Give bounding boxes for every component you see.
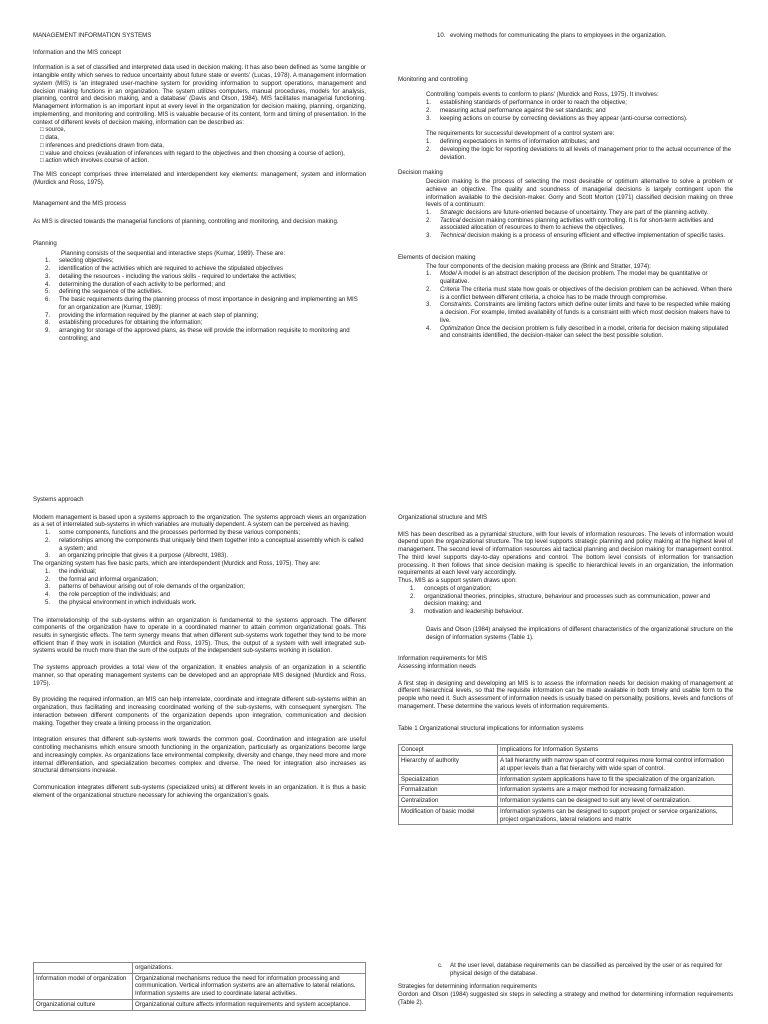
list-item: 3. motivation and leadership behaviour. <box>410 608 524 616</box>
control-list <box>398 99 733 122</box>
list-item: 5. the physical environment in which individuals work. <box>45 598 197 606</box>
list-item: 7. providing the information required by the planner at each step of planning; <box>45 311 259 319</box>
paragraph: Controlling 'compels events to conform to plans' (Murdick and Ross, 1975). It involves: <box>426 91 659 99</box>
list-item: 1. concepts of organization; <box>410 584 492 592</box>
information-levels-list <box>33 126 366 165</box>
list-item: □ value and choices (evaluation of inferences with regard to the objectives and then choosing a course of action), <box>40 149 345 157</box>
list-item: c. At the user level, database requirements can be classified as perceived by the user or as required for physical design of the database. <box>438 962 723 977</box>
table-row: Modification of basic model Information systems can be designed to support project or service organizations, project organizations, lateral relations and matrix <box>399 806 733 824</box>
paragraph: As MIS is directed towards the managerial functions of planning, controlling and monitoring, and decision making. <box>33 218 339 226</box>
list-item: 2. organizational theories, principles, structure, behaviour and processes such as communication, power and decision making; and <box>410 592 711 608</box>
paragraph: The requirements for successful development of a control system are: <box>426 130 615 138</box>
heading-monitoring: Monitoring and controlling <box>398 75 468 83</box>
planning-steps-continued <box>398 32 733 40</box>
paragraph: Gordon and Olson (1984) suggested six steps in selecting a strategy and method for determining information requirements (Table 2). <box>398 991 733 1006</box>
table-row: Information model of organization Organizational mechanisms reduce the need for information processing and communication. Vertical information systems are an alternative to lateral relations. Information systems are used to coordinate lateral activities. <box>34 973 366 999</box>
page1-left-column <box>33 32 366 348</box>
list-item: 2. developing the logic for reporting deviations to all levels of management prior to the actual occurrence of the deviation. <box>426 145 731 161</box>
bullet-icon: □ <box>40 126 46 134</box>
table-row: Centralization Information systems can be designed to suit any level of centralization. <box>399 796 733 807</box>
list-item: 3. detailing the resources - including the various skills - required to undertake the activities; <box>45 272 297 280</box>
list-item: □ action which involves course of action. <box>40 157 150 165</box>
system-components-list <box>33 529 366 560</box>
heading-planning: Planning <box>33 239 57 247</box>
paragraph: The interrelationship of the sub-systems within an organization is fundamental to the systems approach. The different components of the organization have to operate in a coordinated manner to attain common organizational goals. This results in synergistic effects. The term synergy means that when different sub-systems work together they tend to be more efficient than if they work in isolation (Murdick and Ross, 1975). Thus, the output of a system with well integrated sub-systems would be much more than the sum of the outputs of the independent sub-systems working in isolation. <box>33 616 366 655</box>
paragraph: The MIS concept comprises three interrelated and interdependent key elements: management, system and information (Murdick and Ross, 1975). <box>33 171 366 186</box>
table-row: Formalization Information systems are a major method for increasing formalization. <box>399 785 733 796</box>
page3-right-column <box>398 962 733 1012</box>
list-item: 2. identification of the activities which are required to achieve the stipulated objectives <box>45 265 283 273</box>
paragraph: The four components of the decision making process are (Brink and Stratter, 1974): <box>426 262 651 270</box>
heading-org-structure: Organizational structure and MIS <box>398 514 488 521</box>
heading-strategies: Strategies for determining information requirements <box>398 983 537 991</box>
paragraph: The organizing system has five basic parts, which are interdependent (Murdick and Ross, 1975). They are: <box>33 560 321 568</box>
table-row: Specialization Information system applications have to fit the specialization of the organization. <box>399 774 733 785</box>
list-item: 1. the individual; <box>45 567 97 575</box>
list-item: 9. arranging for storage of the approved plans, as these will provide the information requisite to monitoring and controlling; and <box>45 327 350 342</box>
decision-elements-list <box>398 270 733 340</box>
table-row: Organizational culture Organizational culture affects information requirements and system acceptance. <box>34 999 366 1010</box>
list-item: 1. establishing standards of performance in order to reach the objective; <box>426 99 627 107</box>
doc-title: MANAGEMENT INFORMATION SYSTEMS <box>33 32 152 39</box>
org-implications-table-continued <box>33 962 366 1011</box>
heading-mis-concept: Information and the MIS concept <box>33 48 122 56</box>
list-item: 2. Tactical decision making combines planning activities with controlling. It is for short-term activities and associated allocation of resources to them to achieve the objectives. <box>426 216 714 232</box>
list-item: 2. Criteria The criteria must state how goals or objectives of the decision problem can be achieved. When there is a conflict between different criteria, a choice has to be made through compromise. <box>426 285 733 301</box>
paragraph: Planning consists of the sequential and interactive steps (Kumar, 1989). These are: <box>61 249 286 257</box>
list-item: 4. Optimization Once the decision problem is fully described in a model, criteria for decision making stipulated and constraints identified, the decision-maker can select the best possible solution. <box>426 324 729 340</box>
org-implications-table <box>398 744 733 825</box>
table-row: Hierarchy of authority A tall hierarchy with narrow span of control requires more formal control information at upper levels than a flat hierarchy with wide span of control. <box>399 756 733 774</box>
page2-right-column <box>398 514 733 825</box>
paragraph: Modern management is based upon a systems approach to the organization. The systems approach views an organization as a set of interrelated sub-systems in which variables are mutually dependent. A system can be perceived as having: <box>33 513 366 529</box>
heading-elements-decision: Elements of decision making <box>398 253 476 261</box>
user-level-list <box>398 962 733 977</box>
table-row: Concept Implications for Information Systems <box>399 745 733 756</box>
paragraph: By providing the required information, an MIS can help interrelate, coordinate and integrate different sub-systems within an organization, thus facilitating and increasing coordinated working of the sub-systems, with consequent synergism. The interaction between different components of the organization depends upon integration, communication and decision making. Together they create a linking process in the organization. <box>33 696 366 727</box>
list-item: 3. Technical decision making is a process of ensuring efficient and effective implementation of specific tasks. <box>426 232 726 240</box>
list-item: 6. The basic requirements during the planning process of most importance in designing and implementing an MIS for an organization are (Kumar, 1989): <box>45 296 358 311</box>
list-item: 3. an organizing principle that gives it a purpose (Albrecht, 1983). <box>45 552 229 560</box>
table-row: organizations. <box>34 963 366 974</box>
list-item: □ inferences and predictions drawn from data, <box>40 141 164 149</box>
bullet-icon: □ <box>40 149 46 157</box>
list-item: 1. Strategic decisions are future-oriented because of uncertainty. They are part of the planning activity. <box>426 209 709 217</box>
planning-steps-list <box>33 257 366 342</box>
paragraph: Davis and Olson (1984) analysed the implications of different characteristics of the organizational structure on the design of information systems (Table 1). <box>426 625 733 641</box>
list-item: 2. relationships among the components that uniquely bind them together into a conceptual assembly which is called a system; and <box>45 536 364 552</box>
heading-mis-process: Management and the MIS process <box>33 200 127 208</box>
table-caption: Table 1 Organizational structural implications for information systems <box>398 724 584 732</box>
bullet-icon: □ <box>40 141 46 149</box>
list-item: 3. patterns of behaviour arising out of role demands of the organization; <box>45 583 245 591</box>
heading-decision-making: Decision making <box>398 169 443 177</box>
organizing-parts-list <box>33 568 366 607</box>
bullet-icon: □ <box>40 134 46 142</box>
paragraph: Decision making is the process of selecting the most desirable or optimum alternative to solve a problem or achieve an objective. The quality and soundness of managerial decisions is largely contingent upon the information available to the decision-maker. Gorry and Scott Morton (1971) classified decision making on three levels of a continuum: <box>426 178 733 209</box>
mis-support-list <box>398 585 733 616</box>
heading-assessing-needs: Assessing information needs <box>398 663 476 671</box>
paragraph: Information is a set of classified and interpreted data used in decision making. It has also been defined as 'some tangible or intangible entity which serves to reduce uncertainty about future state or events' (Lucas, 1978). A management information system (MIS) is 'an integrated user-machine system for providing information to support operations, management and decision making functions in an organization. The system utilizes computers, manual procedures, models for analysis, planning, control and decision making, and a database' (Davis and Olson, 1984). MIS facilitates managerial functioning. Management information is an important input at every level in the organization for decision making, planning, organizing, implementing, and monitoring and controlling. MIS is valuable because of its content, form and timing of presentation. In the context of different levels of decision making, information can be described as: <box>33 64 366 126</box>
list-item: 1. defining expectations in terms of information attributes; and <box>426 138 600 146</box>
list-item: 1. some components, functions and the processes performed by these various components; <box>45 529 301 537</box>
list-item: 2. the formal and informal organization; <box>45 575 158 583</box>
list-item: 1. selecting objectives; <box>45 257 114 265</box>
list-item: 1. Model A model is an abstract description of the decision problem. The model may be quantitative or qualitative. <box>426 270 708 286</box>
list-item: 3. Constraints. Constraints are limiting factors which define outer limits and have to be respected while making a decision. For example, limited availability of funds is a constraint with which most decision makers have to live. <box>426 301 731 324</box>
list-item: □ source, <box>40 126 66 134</box>
control-requirements-list <box>398 138 733 161</box>
bullet-icon: □ <box>40 157 46 165</box>
page2-left-column <box>33 496 366 805</box>
list-item: 4. determining the duration of each activity to be performed; and <box>45 280 225 288</box>
list-item: 5. defining the sequence of the activities. <box>45 288 163 296</box>
list-item: 4. the role perception of the individuals; and <box>45 591 171 599</box>
decision-levels-list <box>398 209 733 240</box>
list-item: 2. measuring actual performance against the set standards; and <box>426 106 606 114</box>
list-item: 8. establishing procedures for obtaining the information; <box>45 319 203 327</box>
list-item: □ data, <box>40 134 59 142</box>
paragraph: The systems approach provides a total view of the organization. It enables analysis of an organization in a scientific manner, so that operating management systems can be developed and an appropriate MIS designed (Murdick and Ross, 1975). <box>33 664 366 687</box>
page1-right-column <box>398 32 733 345</box>
paragraph: Thus, MIS as a support system draws upon: <box>398 577 517 585</box>
page3-left-column <box>33 962 366 1011</box>
paragraph: MIS has been described as a pyramidal structure, with four levels of information resources. The levels of information would depend upon the organizational structure. The top level supports strategic planning and policy making at the highest level of management. The second level of information resources aid tactical planning and decision making for management control. The third level supports day-to-day operations and control. The bottom level consists of information for transaction processing. It then follows that since decision making is specific to hierarchical levels in an organization, the information requirements at each level vary accordingly. <box>398 530 733 577</box>
list-item: 10. evolving methods for communicating the plans to employees in the organization. <box>437 32 667 39</box>
paragraph: A first step in designing and developing an MIS is to assess the information needs for decision making of management at different hierarchical levels, so that the requisite information can be made available in both timely and usable form to the people who need it. Such assessment of information needs is usually based on personality, positions, levels and functions of management. These determine the various levels of information requirements. <box>398 679 733 710</box>
list-item: 3. keeping actions on course by correcting deviations as they appear (anti-course corrections). <box>426 114 688 122</box>
heading-systems-approach: Systems approach <box>33 496 84 503</box>
paragraph: Communication integrates different sub-systems (specialized units) at different levels in an organization. It is thus a basic element of the organizational structure necessary for achieving the organization's goals. <box>33 784 366 799</box>
paragraph: Integration ensures that different sub-systems work towards the common goal. Coordination and integration are useful controlling mechanisms which ensure smooth functioning in the organization, particularly as organizations become large and increasingly complex. As organizations face environmental complexity, diversity and change, they need more and more internal differentiation, and specialization becomes complex and diverse. The need for integration also increases as structural dimensions increase. <box>33 736 366 775</box>
heading-info-requirements: Information requirements for MIS <box>398 655 488 663</box>
